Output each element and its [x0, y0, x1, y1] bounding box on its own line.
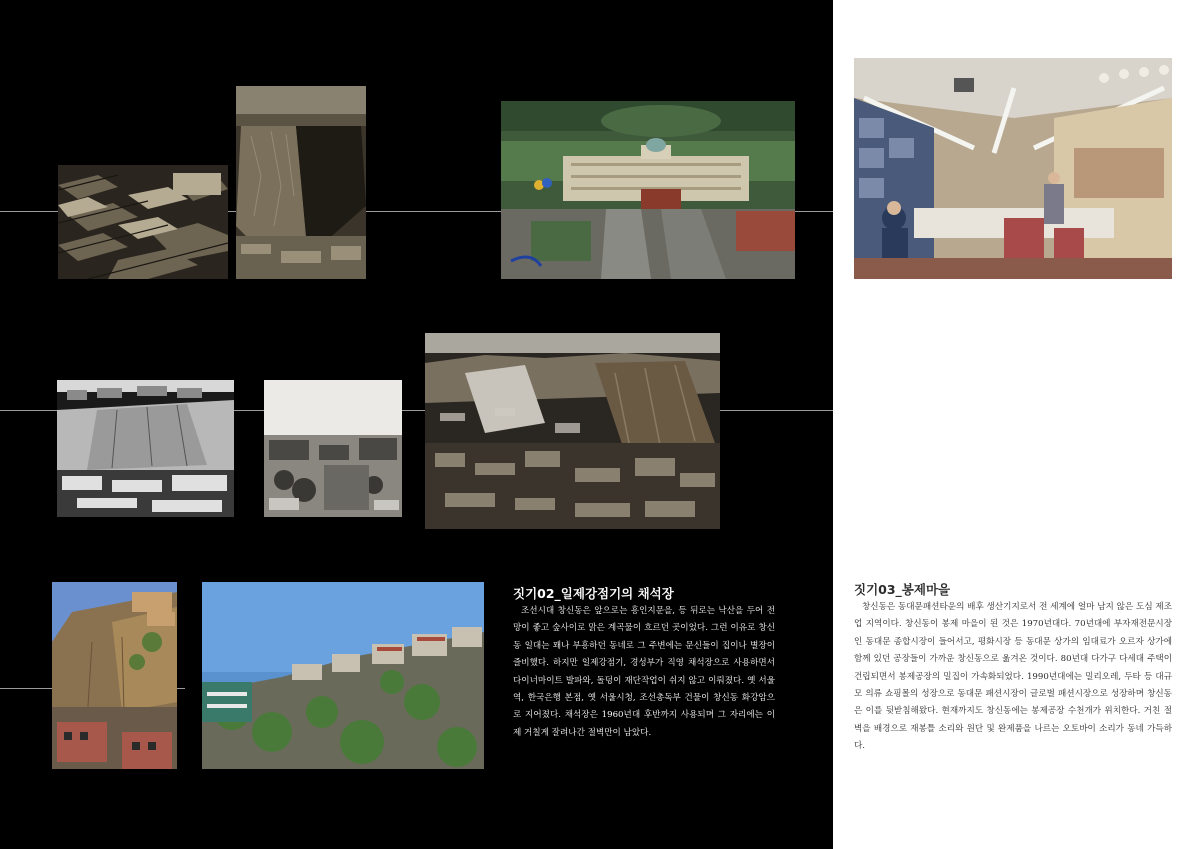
photo-cliff-houses-color-right	[202, 582, 484, 769]
photo-sewing-factory	[854, 58, 1172, 279]
photo-quarry-village-winter	[425, 333, 720, 529]
photo-government-building-aerial	[501, 101, 795, 279]
photo-changsin-street-old	[264, 380, 402, 517]
section-02-title: 짓기02_일제강점기의 채석장	[513, 586, 674, 601]
photo-hanok-rooftops	[58, 165, 228, 279]
photo-cliff-houses-color-left	[52, 582, 177, 769]
section-03-title: 짓기03_봉제마을	[854, 582, 951, 597]
photo-cliff-village-bw	[57, 380, 234, 517]
section-02-body: 조선시대 창신동은 앞으로는 흥인지문을, 등 뒤로는 낙산을 두어 전망이 좋고 숲사이로 맑은 계곡물이 흐르던 곳이었다. 그런 이유로 창신동 일대는 꽤나 부흥하던 동네로 그 주변에는 문신들이 집이나 별장이 즐비했다. 하지만 일제강점기, 경성부가 직영 채석장으로 사용하면서 다이너마이트 발파와, 돌덩이 재단작업이 쉬지 않고 이뤄졌다. 옛 서울역, 한국은행 본점, 옛 서울시청, 조선총독부 건물이 창신동 화강암으로 지어졌다. 채석장은 1960년대 후반까지 사용되며 그 자리에는 이제 거칠게 잘려나간 절벽만이 남았다.	[513, 606, 775, 738]
section-03-body: 창신동은 동대문패션타운의 배후 생산기지로서 전 세계에 얼마 남지 않은 도심 제조업 지역이다. 창신동이 봉제 마을이 된 것은 1970년대다. 70년대에 부자재전문시장인 동대문 종합시장이 들어서고, 평화시장 등 동대문 상가의 임대료가 오르자 상가에 함께 있던 공장들이 가까운 창신동으로 옮겨온 것이다. 80년대 다가구 다세대 주택이 건립되면서 봉제공장의 밀집이 가속화되었다. 1990년대에는 밀리오레, 두타 등 대규모 의류 쇼핑몰의 성장으로 동대문 패션시장이 글로벌 패션시장으로 성장하며 창신동은 이를 뒷받침해왔다. 현재까지도 창신동에는 봉제공장 수천개가 위치한다. 거친 절벽을 배경으로 재봉틀 소리와 원단 및 완제품을 나르는 오토바이 소리가 동네 가득하다.	[854, 602, 1172, 752]
photo-quarry-cliff-sepia	[236, 86, 366, 279]
